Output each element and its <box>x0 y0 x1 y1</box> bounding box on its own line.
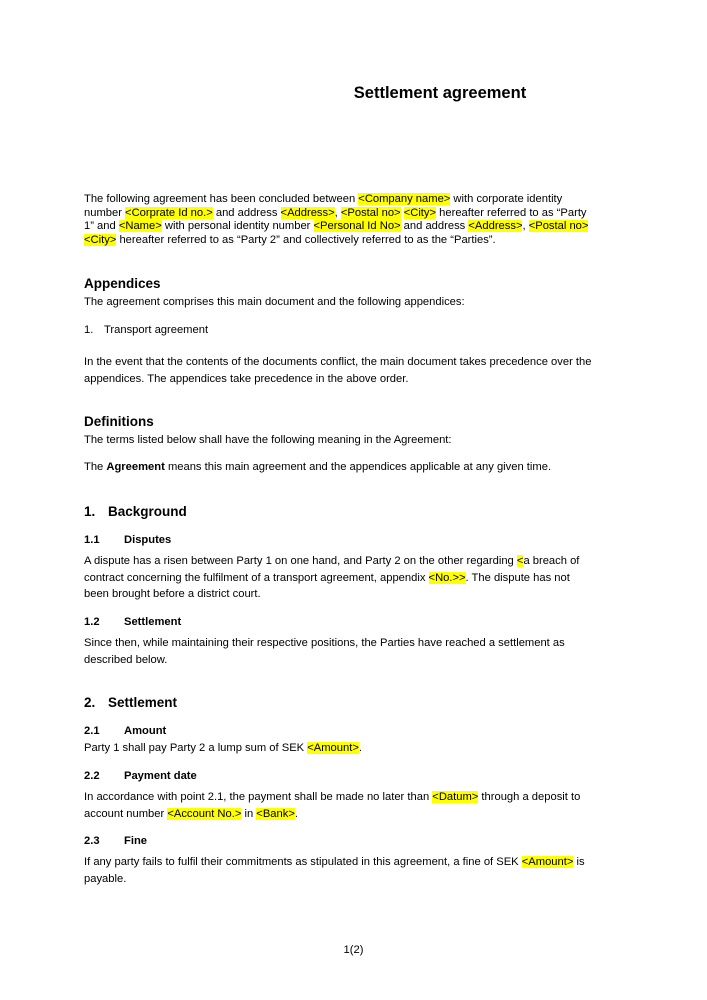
text: A dispute has a risen between Party 1 on one hand, and Party 2 on the other regarding <box>84 555 517 567</box>
text: is <box>573 856 585 868</box>
text: and address <box>212 206 281 219</box>
section-title: Amount <box>124 725 167 737</box>
definitions-heading: Definitions <box>84 414 154 429</box>
text: through a deposit to <box>478 791 581 803</box>
text-line: appendices. The appendices take precedence in the above order. <box>84 372 409 385</box>
section-title: Background <box>108 504 187 519</box>
intro-paragraph <box>84 193 634 247</box>
section-title: Payment date <box>124 770 197 782</box>
section-title: Settlement <box>108 695 178 710</box>
text: hereafter referred to as “Party <box>436 206 587 219</box>
section-number: 1.1 <box>84 534 100 546</box>
section-1-2-heading <box>84 616 181 628</box>
section-number: 2. <box>84 695 96 710</box>
section-2-2-heading <box>84 770 197 782</box>
text-line: In the event that the contents of the documents conflict, the main document takes precedence over the <box>84 356 592 368</box>
section-number: 2.1 <box>84 725 100 737</box>
document-title: Settlement agreement <box>353 84 527 102</box>
placeholder-city-2: <City> <box>84 233 117 246</box>
section-1-1-heading <box>84 534 171 546</box>
text: The following agreement has been concluded between <box>84 193 359 205</box>
section-1-heading <box>84 504 187 519</box>
text-line <box>84 806 634 823</box>
list-label: Transport agreement <box>104 324 209 336</box>
placeholder-appendix-no: <No.>> <box>428 571 466 584</box>
text: means this main agreement and the appendices applicable at any given time. <box>164 461 552 473</box>
precedence-paragraph <box>84 354 634 387</box>
page-number: 1(2) <box>343 944 364 956</box>
section-title: Settlement <box>124 616 182 628</box>
section-number: 2.3 <box>84 835 100 847</box>
text-line: payable. <box>84 872 127 885</box>
placeholder-company-name: <Company name> <box>358 193 451 205</box>
text: number <box>84 206 126 219</box>
intro-line-2 <box>84 207 634 221</box>
placeholder-bank: <Bank> <box>256 807 295 820</box>
text-line <box>84 570 634 587</box>
placeholder-postal-no: <Postal no> <box>340 206 401 219</box>
payment-date-paragraph <box>84 789 634 822</box>
text-line <box>84 789 634 806</box>
text-line: Since then, while maintaining their respective positions, the Parties have reached a settlement as <box>84 637 565 649</box>
placeholder-datum: <Datum> <box>432 791 479 803</box>
intro-line-3 <box>84 220 634 234</box>
list-number: 1. <box>84 324 94 336</box>
text: contract concerning the fulfilment of a transport agreement, appendix <box>84 571 429 584</box>
appendix-list-item <box>84 324 634 338</box>
intro-line-1 <box>84 193 634 207</box>
amount-paragraph <box>84 742 634 756</box>
settlement-paragraph <box>84 635 634 668</box>
text: . <box>294 807 298 820</box>
text: with personal identity number <box>161 220 314 233</box>
text: The <box>84 461 107 473</box>
text-line: described below. <box>84 653 168 666</box>
placeholder-account-no: <Account No.> <box>167 807 242 820</box>
placeholder-name: <Name> <box>118 220 162 233</box>
text: account number <box>84 807 168 820</box>
disputes-paragraph <box>84 553 634 603</box>
placeholder-address: <Address> <box>280 206 335 219</box>
section-number: 2.2 <box>84 770 100 782</box>
text: In accordance with point 2.1, the payment shall be made no later than <box>84 791 433 803</box>
appendices-heading: Appendices <box>84 276 161 291</box>
text: , <box>334 206 341 219</box>
intro-line-4 <box>84 234 634 248</box>
appendices-text: The agreement comprises this main document and the following appendices: <box>84 296 465 308</box>
defined-term: Agreement <box>106 461 165 473</box>
text: a breach of <box>523 555 580 567</box>
placeholder-address-2: <Address> <box>468 220 523 233</box>
text-line: been brought before a district court. <box>84 588 261 600</box>
text: If any party fails to fulfil their commitments as stipulated in this agreement, a fine of SEK <box>84 856 522 868</box>
text: 1” and <box>84 220 119 233</box>
section-title: Disputes <box>124 534 172 546</box>
text-line <box>84 553 634 570</box>
placeholder-amount-fine: <Amount> <box>521 856 574 868</box>
text: . The dispute has not <box>465 571 570 584</box>
text: and address <box>400 220 469 233</box>
placeholder-corporate-id: <Corprate Id no.> <box>125 206 213 219</box>
definitions-text: The terms listed below shall have the following meaning in the Agreement: <box>84 434 452 446</box>
text: hereafter referred to as “Party 2” and collectively referred to as the “Parties”. <box>116 233 496 246</box>
fine-paragraph <box>84 854 634 887</box>
section-2-1-heading <box>84 725 166 737</box>
text: . <box>358 742 362 754</box>
section-number: 1. <box>84 504 96 519</box>
placeholder-amount: <Amount> <box>307 742 359 754</box>
section-2-heading <box>84 695 177 710</box>
text: Party 1 shall pay Party 2 a lump sum of SEK <box>84 742 308 754</box>
text: , <box>522 220 529 233</box>
placeholder-personal-id: <Personal Id No> <box>313 220 401 233</box>
section-number: 1.2 <box>84 616 100 628</box>
placeholder-city: <City> <box>403 206 437 219</box>
text-line <box>84 854 634 871</box>
text: with corporate identity <box>450 193 563 205</box>
placeholder-postal-no-2: <Postal no> <box>528 220 589 233</box>
definition-agreement <box>84 461 634 475</box>
section-2-3-heading <box>84 835 147 847</box>
placeholder-bracket: < <box>516 555 524 567</box>
text: in <box>241 807 257 820</box>
section-title: Fine <box>124 835 147 847</box>
